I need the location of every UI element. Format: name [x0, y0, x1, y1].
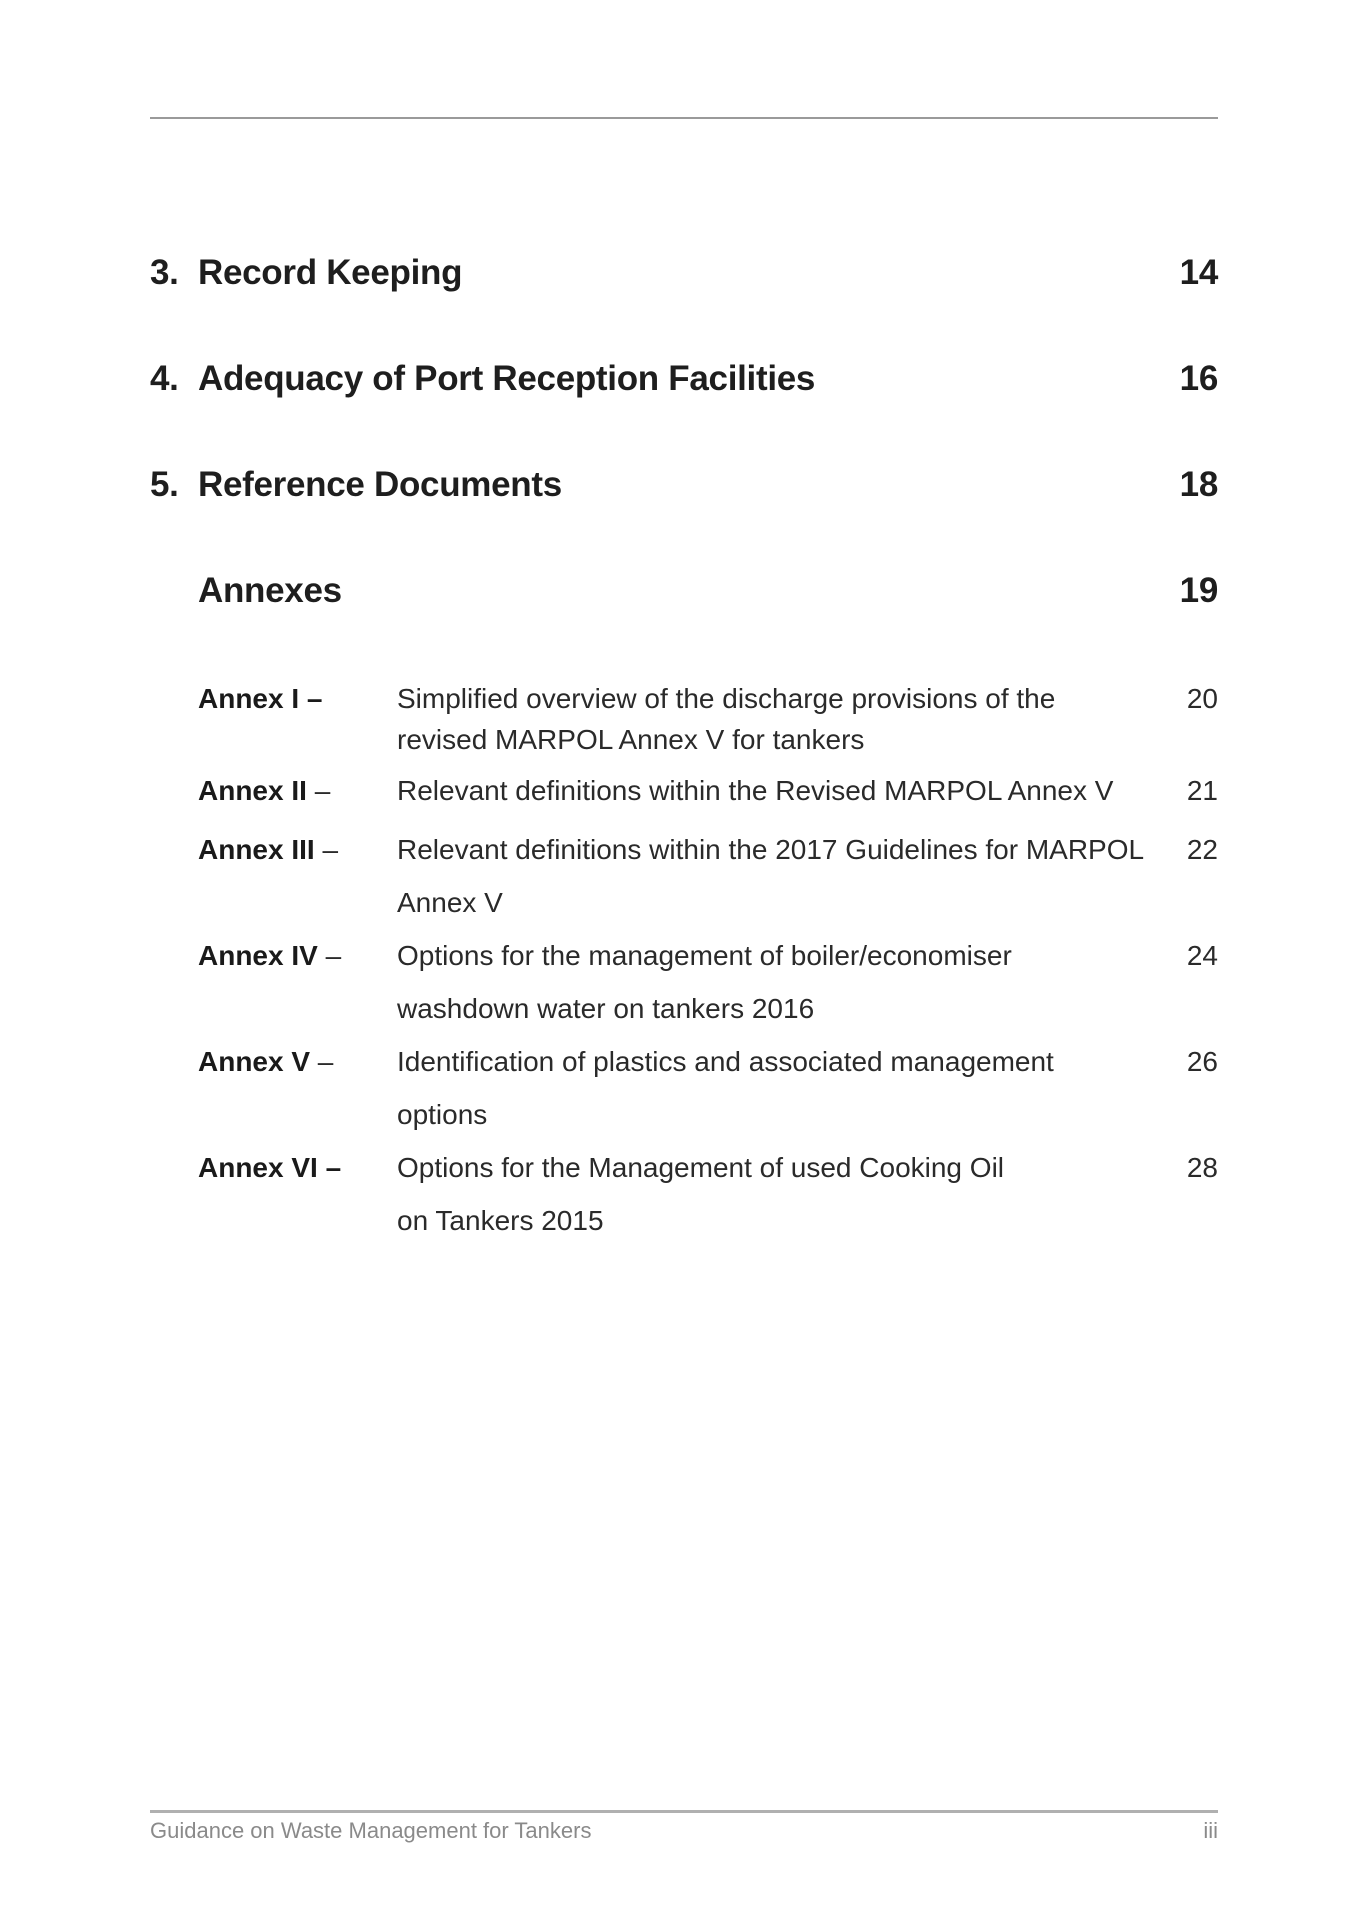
toc-entry-page: 16: [1179, 359, 1218, 398]
annex-description: Options for the management of boiler/economiser washdown water on tankers 2016: [397, 940, 1012, 1024]
annex-description: Simplified overview of the discharge provisions of the revised MARPOL Annex V for tankers: [397, 683, 1056, 755]
annex-page: 21: [1186, 775, 1218, 806]
header-rule: [150, 117, 1218, 119]
toc-entry-number: 3.: [150, 253, 179, 292]
toc-entry-annexes[interactable]: [150, 566, 1218, 616]
annex-page: 24: [1186, 940, 1218, 971]
toc-entry-title: Record Keeping: [198, 253, 463, 292]
annex-label: Annex II –: [198, 775, 331, 806]
annex-page: 28: [1186, 1152, 1218, 1183]
annex-page: 20: [1186, 683, 1218, 714]
annex-page: 26: [1186, 1046, 1218, 1077]
footer-page-number: iii: [1203, 1818, 1218, 1843]
annex-label: Annex VI –: [198, 1152, 342, 1183]
toc-entry-number: 4.: [150, 359, 179, 398]
annex-description: Options for the Management of used Cooking Oil on Tankers 2015: [397, 1152, 1005, 1236]
footer-rule: [150, 1810, 1218, 1813]
annex-page: 22: [1186, 834, 1218, 865]
toc-entry-number: 5.: [150, 465, 179, 504]
footer-title: Guidance on Waste Management for Tankers: [150, 1818, 592, 1843]
annex-label: Annex IV –: [198, 940, 342, 971]
toc-entry-page: 14: [1179, 253, 1218, 292]
toc-entry-title: Annexes: [198, 571, 342, 610]
annex-description: Identification of plastics and associated management options: [397, 1046, 1054, 1130]
toc-entry-title: Reference Documents: [198, 465, 562, 504]
annex-label: Annex III –: [198, 834, 339, 865]
annex-description: Relevant definitions within the 2017 Guidelines for MARPOL Annex V: [397, 834, 1145, 918]
annex-label: Annex V –: [198, 1046, 334, 1077]
annex-description: Relevant definitions within the Revised MARPOL Annex V: [397, 775, 1114, 806]
toc-entry-page: 19: [1179, 571, 1218, 610]
toc-entry-reference-documents[interactable]: [150, 460, 1218, 510]
toc-entry-record-keeping[interactable]: [150, 248, 1218, 298]
toc-entry-title: Adequacy of Port Reception Facilities: [198, 359, 816, 398]
toc-entry-port-reception[interactable]: [150, 354, 1218, 404]
annex-label: Annex I –: [198, 683, 323, 714]
toc-entry-page: 18: [1179, 465, 1218, 504]
